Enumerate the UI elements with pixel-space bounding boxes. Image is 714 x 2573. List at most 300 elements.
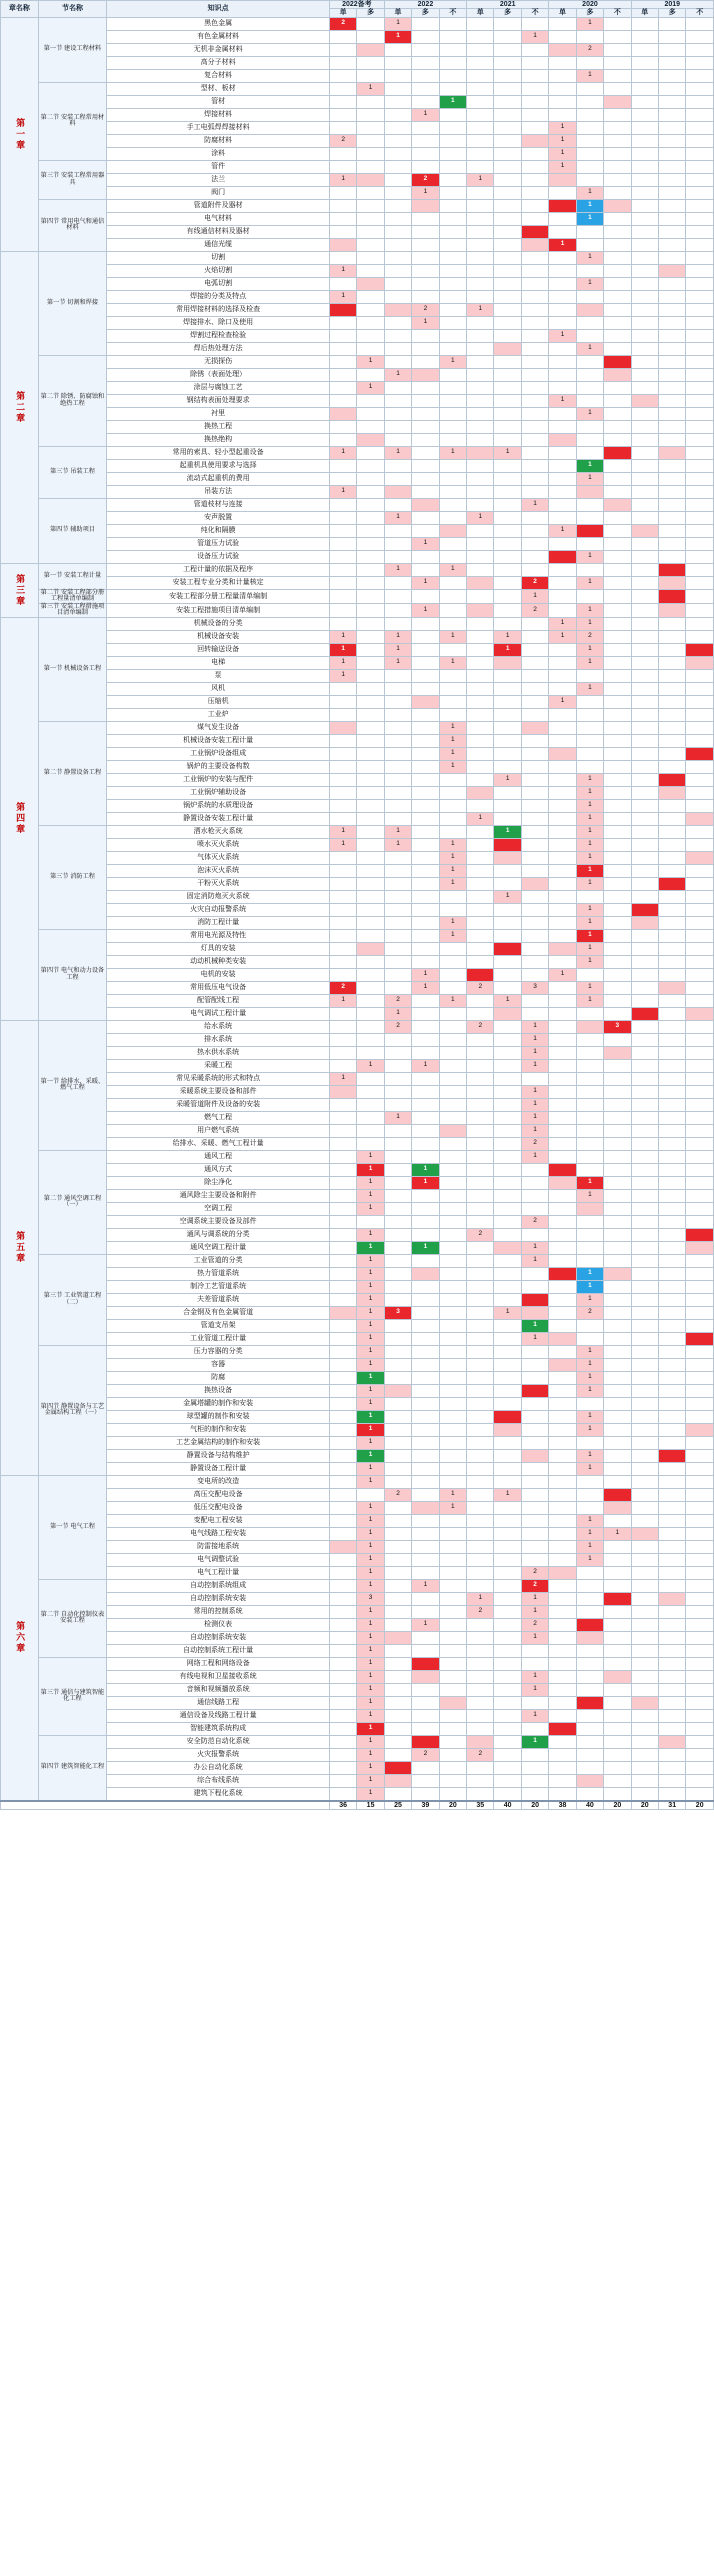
count-cell	[659, 864, 686, 877]
count-cell	[357, 1020, 384, 1033]
count-cell	[412, 1410, 439, 1423]
table-row	[1, 1150, 714, 1163]
count-cell	[357, 786, 384, 799]
knowledge-point-label: 换热设备	[107, 1384, 330, 1397]
count-cell	[357, 342, 384, 355]
count-cell	[467, 786, 494, 799]
table-row	[1, 342, 714, 355]
count-cell	[686, 1345, 714, 1358]
count-cell	[329, 511, 356, 524]
count-cell	[384, 851, 411, 864]
count-cell	[576, 303, 603, 316]
count-cell	[384, 134, 411, 147]
count-cell	[412, 1683, 439, 1696]
table-row	[1, 981, 714, 994]
count-cell	[494, 1683, 521, 1696]
count-cell	[467, 851, 494, 864]
count-cell	[439, 1215, 466, 1228]
total-cell: 40	[576, 1801, 603, 1810]
count-cell	[467, 420, 494, 433]
table-row	[1, 524, 714, 537]
count-cell	[659, 511, 686, 524]
count-cell	[521, 1345, 548, 1358]
count-cell	[357, 747, 384, 760]
count-cell	[329, 1111, 356, 1124]
count-cell	[521, 1527, 548, 1540]
count-cell	[494, 1059, 521, 1072]
table-row	[1, 825, 714, 838]
count-cell	[631, 1267, 658, 1280]
count-cell: 1	[357, 1436, 384, 1449]
count-cell	[384, 1514, 411, 1527]
count-cell	[412, 459, 439, 472]
count-cell	[412, 381, 439, 394]
count-cell	[329, 576, 356, 589]
count-cell	[439, 1605, 466, 1618]
count-cell	[329, 1566, 356, 1579]
count-cell	[521, 669, 548, 682]
count-cell	[659, 1423, 686, 1436]
knowledge-point-label: 气体灭火系统	[107, 851, 330, 864]
count-cell	[686, 290, 714, 303]
knowledge-point-label: 锅炉的主要设备构数	[107, 760, 330, 773]
count-cell: 1	[576, 1514, 603, 1527]
count-cell	[549, 251, 576, 264]
section-name: 第三节 工业管道工程（二）	[38, 1254, 107, 1345]
count-cell	[357, 1137, 384, 1150]
count-cell: 1	[357, 1371, 384, 1384]
count-cell: 2	[467, 1020, 494, 1033]
count-cell	[549, 1631, 576, 1644]
count-cell: 1	[439, 563, 466, 576]
count-cell	[494, 1735, 521, 1748]
count-cell	[412, 747, 439, 760]
total-cell: 36	[329, 1801, 356, 1810]
count-cell	[521, 1423, 548, 1436]
count-cell: 1	[494, 994, 521, 1007]
count-cell: 1	[439, 916, 466, 929]
count-cell	[357, 251, 384, 264]
count-cell	[467, 355, 494, 368]
count-cell	[494, 929, 521, 942]
count-cell: 1	[521, 1709, 548, 1722]
count-cell	[384, 381, 411, 394]
table-row	[1, 1462, 714, 1475]
count-cell: 1	[576, 212, 603, 225]
count-cell	[467, 147, 494, 160]
section-name: 第四节 辅助项目	[38, 498, 107, 563]
count-cell	[576, 1592, 603, 1605]
count-cell	[521, 955, 548, 968]
count-cell: 1	[549, 121, 576, 134]
count-cell	[659, 30, 686, 43]
count-cell	[521, 459, 548, 472]
count-cell	[576, 1319, 603, 1332]
count-cell	[494, 225, 521, 238]
count-cell	[329, 1150, 356, 1163]
count-cell	[494, 812, 521, 825]
count-cell	[384, 290, 411, 303]
count-cell	[604, 1293, 631, 1306]
count-cell	[439, 1709, 466, 1722]
count-cell	[412, 17, 439, 30]
count-cell	[686, 955, 714, 968]
count-cell	[576, 264, 603, 277]
count-cell	[467, 160, 494, 173]
count-cell	[329, 1631, 356, 1644]
count-cell: 2	[521, 1579, 548, 1592]
table-row	[1, 173, 714, 186]
count-cell	[659, 1124, 686, 1137]
count-cell	[357, 825, 384, 838]
table-row	[1, 134, 714, 147]
count-cell	[412, 95, 439, 108]
table-row	[1, 1553, 714, 1566]
count-cell	[329, 955, 356, 968]
count-cell	[467, 69, 494, 82]
totals-label	[1, 1801, 330, 1810]
count-cell: 1	[549, 134, 576, 147]
count-cell	[412, 277, 439, 290]
count-cell	[467, 1332, 494, 1345]
total-cell: 20	[631, 1801, 658, 1810]
count-cell	[494, 1566, 521, 1579]
count-cell	[412, 355, 439, 368]
count-cell	[549, 355, 576, 368]
count-cell	[439, 1527, 466, 1540]
count-cell	[659, 799, 686, 812]
count-cell	[549, 212, 576, 225]
count-cell	[659, 786, 686, 799]
count-cell: 1	[329, 264, 356, 277]
count-cell	[521, 1228, 548, 1241]
count-cell	[357, 394, 384, 407]
count-cell	[384, 160, 411, 173]
count-cell	[329, 147, 356, 160]
knowledge-point-label: 通信线路工程	[107, 1696, 330, 1709]
count-cell: 1	[357, 82, 384, 95]
table-row	[1, 56, 714, 69]
count-cell	[604, 1059, 631, 1072]
count-cell	[412, 1566, 439, 1579]
count-cell: 1	[521, 1254, 548, 1267]
count-cell	[576, 563, 603, 576]
count-cell	[686, 734, 714, 747]
count-cell	[686, 799, 714, 812]
count-cell: 1	[521, 1332, 548, 1345]
knowledge-point-label: 夫差管道系统	[107, 1293, 330, 1306]
count-cell	[576, 290, 603, 303]
count-cell	[467, 643, 494, 656]
count-cell	[549, 1709, 576, 1722]
count-cell	[467, 1254, 494, 1267]
count-cell	[384, 603, 411, 617]
count-cell	[576, 173, 603, 186]
count-cell	[467, 1137, 494, 1150]
count-cell	[549, 1397, 576, 1410]
table-row	[1, 1592, 714, 1605]
count-cell	[439, 121, 466, 134]
count-cell	[494, 199, 521, 212]
count-cell	[576, 1072, 603, 1085]
count-cell	[549, 1020, 576, 1033]
count-cell	[521, 1176, 548, 1189]
count-cell	[686, 1527, 714, 1540]
count-cell	[659, 329, 686, 342]
count-cell	[412, 485, 439, 498]
count-cell	[412, 1787, 439, 1801]
count-cell	[384, 173, 411, 186]
count-cell	[494, 95, 521, 108]
count-cell	[467, 576, 494, 589]
count-cell	[439, 1267, 466, 1280]
count-cell	[494, 108, 521, 121]
count-cell	[357, 43, 384, 56]
count-cell: 1	[439, 734, 466, 747]
count-cell	[329, 1527, 356, 1540]
count-cell	[439, 316, 466, 329]
count-cell: 1	[521, 1020, 548, 1033]
count-cell	[604, 1449, 631, 1462]
knowledge-point-label: 空调系统主要设备及部件	[107, 1215, 330, 1228]
count-cell	[604, 589, 631, 603]
count-cell	[384, 498, 411, 511]
count-cell	[631, 446, 658, 459]
count-cell	[604, 524, 631, 537]
count-cell	[549, 643, 576, 656]
table-row	[1, 485, 714, 498]
count-cell	[494, 1670, 521, 1683]
count-cell	[494, 329, 521, 342]
count-cell	[384, 1202, 411, 1215]
count-cell	[329, 1098, 356, 1111]
count-cell	[494, 1046, 521, 1059]
table-row	[1, 1189, 714, 1202]
count-cell	[549, 69, 576, 82]
count-cell	[659, 1657, 686, 1670]
count-cell	[631, 656, 658, 669]
table-row	[1, 838, 714, 851]
count-cell	[604, 1033, 631, 1046]
count-cell: 1	[357, 1774, 384, 1787]
count-cell	[521, 773, 548, 786]
count-cell: 1	[576, 1527, 603, 1540]
count-cell	[439, 603, 466, 617]
table-row	[1, 1007, 714, 1020]
count-cell	[521, 1189, 548, 1202]
count-cell	[576, 1605, 603, 1618]
count-cell	[439, 1449, 466, 1462]
count-cell	[384, 1553, 411, 1566]
count-cell	[329, 1007, 356, 1020]
count-cell	[604, 1241, 631, 1254]
count-cell	[494, 1527, 521, 1540]
count-cell	[439, 1150, 466, 1163]
count-cell	[329, 773, 356, 786]
count-cell	[659, 916, 686, 929]
count-cell	[439, 1514, 466, 1527]
count-cell	[494, 1176, 521, 1189]
count-cell: 1	[576, 786, 603, 799]
count-cell	[576, 1579, 603, 1592]
table-row	[1, 1228, 714, 1241]
count-cell	[494, 212, 521, 225]
count-cell	[576, 511, 603, 524]
count-cell	[521, 1202, 548, 1215]
count-cell	[549, 1683, 576, 1696]
count-cell	[549, 1527, 576, 1540]
count-cell	[384, 186, 411, 199]
count-cell	[549, 1267, 576, 1280]
count-cell	[439, 942, 466, 955]
count-cell	[494, 1189, 521, 1202]
count-cell	[659, 1644, 686, 1657]
count-cell	[384, 708, 411, 721]
count-cell	[659, 1267, 686, 1280]
count-cell	[357, 550, 384, 563]
count-cell	[384, 56, 411, 69]
count-cell	[357, 589, 384, 603]
count-cell: 2	[521, 1618, 548, 1631]
count-cell	[494, 381, 521, 394]
count-cell	[549, 1306, 576, 1319]
count-cell	[604, 1358, 631, 1371]
count-cell	[686, 1787, 714, 1801]
count-cell	[494, 864, 521, 877]
count-cell	[549, 316, 576, 329]
table-row	[1, 108, 714, 121]
count-cell	[686, 1189, 714, 1202]
count-cell	[576, 355, 603, 368]
count-cell	[604, 1605, 631, 1618]
count-cell	[549, 1501, 576, 1514]
count-cell	[521, 251, 548, 264]
knowledge-point-label: 高压交配电设备	[107, 1488, 330, 1501]
count-cell	[494, 1137, 521, 1150]
count-cell	[604, 877, 631, 890]
count-cell	[494, 17, 521, 30]
count-cell	[329, 95, 356, 108]
count-cell	[384, 617, 411, 630]
count-cell	[494, 1215, 521, 1228]
knowledge-point-label: 工业锅炉辅助设备	[107, 786, 330, 799]
count-cell: 1	[494, 890, 521, 903]
count-cell	[521, 864, 548, 877]
count-cell	[631, 981, 658, 994]
count-cell	[549, 721, 576, 734]
count-cell	[494, 1475, 521, 1488]
count-cell	[686, 1761, 714, 1774]
count-cell	[576, 1332, 603, 1345]
table-row	[1, 1527, 714, 1540]
count-cell	[686, 303, 714, 316]
count-cell	[686, 56, 714, 69]
count-cell: 1	[357, 1540, 384, 1553]
count-cell	[467, 994, 494, 1007]
table-row	[1, 1540, 714, 1553]
count-cell: 1	[384, 17, 411, 30]
count-cell	[329, 1228, 356, 1241]
table-row	[1, 1124, 714, 1137]
count-cell	[549, 1176, 576, 1189]
count-cell	[659, 1111, 686, 1124]
count-cell: 1	[439, 760, 466, 773]
count-cell	[521, 656, 548, 669]
count-cell	[467, 1046, 494, 1059]
table-row	[1, 760, 714, 773]
count-cell	[631, 1202, 658, 1215]
chapter-name: 第四章	[1, 617, 39, 1020]
count-cell	[549, 290, 576, 303]
count-cell	[494, 342, 521, 355]
count-cell	[631, 43, 658, 56]
count-cell	[604, 1670, 631, 1683]
count-cell	[467, 1501, 494, 1514]
count-cell	[686, 1111, 714, 1124]
count-cell	[549, 1098, 576, 1111]
count-cell	[329, 721, 356, 734]
count-cell: 1	[357, 1670, 384, 1683]
count-cell	[604, 708, 631, 721]
count-cell	[439, 576, 466, 589]
header-subcol-10: 不	[604, 9, 631, 17]
count-cell	[439, 212, 466, 225]
count-cell	[412, 1085, 439, 1098]
count-cell	[521, 160, 548, 173]
knowledge-point-label: 机械设备的分类	[107, 617, 330, 630]
count-cell	[439, 1163, 466, 1176]
count-cell	[357, 669, 384, 682]
count-cell	[384, 1475, 411, 1488]
count-cell	[549, 1046, 576, 1059]
count-cell	[631, 1098, 658, 1111]
table-row	[1, 1501, 714, 1514]
count-cell	[329, 1137, 356, 1150]
count-cell	[357, 316, 384, 329]
count-cell	[329, 1553, 356, 1566]
count-cell	[357, 656, 384, 669]
count-cell	[549, 773, 576, 786]
count-cell	[604, 955, 631, 968]
count-cell	[549, 942, 576, 955]
total-cell: 31	[659, 1801, 686, 1810]
count-cell	[384, 264, 411, 277]
count-cell	[659, 1020, 686, 1033]
count-cell	[549, 537, 576, 550]
count-cell	[412, 199, 439, 212]
count-cell	[329, 160, 356, 173]
count-cell: 1	[412, 603, 439, 617]
count-cell	[412, 1371, 439, 1384]
section-name: 第三节 吊装工程	[38, 446, 107, 498]
count-cell	[467, 1371, 494, 1384]
count-cell	[357, 121, 384, 134]
knowledge-point-label: 气柜的制作和安装	[107, 1423, 330, 1436]
count-cell	[412, 1709, 439, 1722]
count-cell	[659, 1397, 686, 1410]
count-cell: 1	[357, 1566, 384, 1579]
count-cell	[604, 147, 631, 160]
count-cell	[494, 186, 521, 199]
count-cell	[631, 851, 658, 864]
count-cell: 1	[576, 1176, 603, 1189]
count-cell	[549, 1462, 576, 1475]
count-cell	[412, 433, 439, 446]
section-name: 第三节 安装工程措施项目清单编制	[38, 603, 107, 617]
count-cell	[549, 903, 576, 916]
count-cell	[549, 1670, 576, 1683]
count-cell	[412, 838, 439, 851]
